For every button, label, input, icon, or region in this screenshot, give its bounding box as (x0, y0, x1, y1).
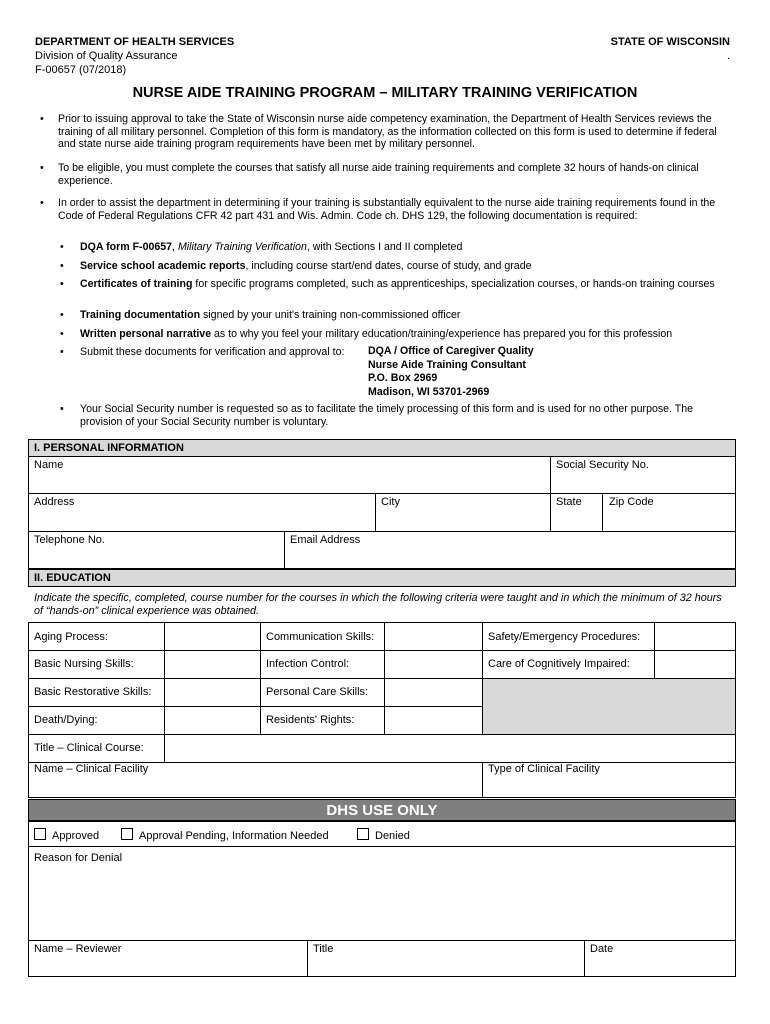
bullet-text: Written personal narrative as to why you feel your military education/training/experience has prepared you for this profession (80, 328, 673, 340)
state-dot: . (726, 50, 730, 62)
bullet-icon: • (60, 278, 64, 290)
list-item (40, 113, 730, 151)
checkbox-icon[interactable] (357, 828, 369, 840)
bullet-text: Submit these documents for verification and approval to: (80, 346, 345, 358)
bullet-text: Certificates of training for specific programs completed, such as apprenticeships, specialization courses, or hands-on training courses (80, 278, 715, 290)
list-item (60, 241, 730, 254)
clinical-facility-name-field[interactable]: Name – Clinical Facility (34, 763, 149, 775)
bullet-text: DQA form F-00657, Military Training Verification, with Sections I and II completed (80, 241, 463, 253)
death-dying-input[interactable] (166, 708, 258, 733)
restorative-skills-input[interactable] (166, 680, 258, 705)
checkbox-icon[interactable] (121, 828, 133, 840)
bullet-text: In order to assist the department in determining if your training is substantially equivalent to the nurse aide training requirements found in the Code of Federal Regulations CFR 42 part 431 and Wis. Admin. Code ch. DHS 129, the following documentation is required: (58, 197, 716, 222)
divider (550, 456, 551, 531)
personal-info-table (28, 456, 736, 569)
denied-label: Denied (375, 830, 410, 842)
divider (375, 493, 376, 531)
safety-procedures-label: Safety/Emergency Procedures: (488, 631, 641, 643)
bullet-icon: • (40, 162, 44, 174)
personal-care-input[interactable] (386, 680, 480, 705)
reviewer-title-field[interactable]: Title (313, 943, 334, 955)
address-line: DQA / Office of Caregiver Quality (368, 345, 534, 357)
address-line: Madison, WI 53701-2969 (368, 385, 490, 398)
aging-process-label: Aging Process: (34, 631, 108, 643)
bullet-icon: • (40, 197, 44, 209)
cognitively-impaired-label: Care of Cognitively Impaired: (488, 658, 630, 670)
divider (28, 846, 736, 847)
approval-pending-label: Approval Pending, Information Needed (139, 830, 329, 842)
form-number: F-00657 (07/2018) (35, 64, 127, 76)
divider (28, 940, 736, 941)
state-label (611, 35, 730, 63)
personal-care-label: Personal Care Skills: (266, 686, 369, 698)
divider (482, 762, 483, 798)
bullet-text: Prior to issuing approval to take the State of Wisconsin nurse aide competency examination, the Department of Health Services reviews the training of all military personnel. Completion of this form is mandatory, as the information collected on this form is used to determine if federal and state nurse aide training program requirements have been met by military personnel. (58, 113, 717, 150)
address-field[interactable]: Address (34, 496, 75, 508)
list-item (60, 328, 730, 341)
city-field[interactable]: City (381, 496, 400, 508)
bullet-icon: • (60, 260, 64, 272)
divider (164, 622, 165, 762)
reviewer-name-field[interactable]: Name – Reviewer (34, 943, 122, 955)
clinical-course-title-input[interactable] (166, 736, 734, 761)
list-item (60, 403, 730, 428)
section-education-heading: II. EDUCATION (28, 569, 736, 587)
state-field[interactable]: State (556, 496, 582, 508)
bullet-icon: • (60, 403, 64, 415)
communication-skills-input[interactable] (386, 624, 480, 649)
divider (28, 734, 736, 735)
divider (584, 940, 585, 977)
list-item (60, 309, 730, 322)
restorative-skills-label: Basic Restorative Skills: (34, 686, 152, 698)
divider (384, 622, 385, 734)
divider (28, 531, 736, 532)
communication-skills-label: Communication Skills: (266, 631, 375, 643)
death-dying-label: Death/Dying: (34, 714, 98, 726)
education-instructions: Indicate the specific, completed, course number for the courses in which the following criteria were taught and in which the minimum of 32 hours of “hands-on” clinical experience was obtained. (34, 592, 722, 617)
aging-process-input[interactable] (166, 624, 258, 649)
bullet-text: To be eligible, you must complete the courses that satisfy all nurse aide training requirements and complete 32 hours of hands-on clinical experience. (58, 162, 699, 187)
ssn-field[interactable]: Social Security No. (556, 459, 649, 471)
address-line: Nurse Aide Training Consultant (368, 358, 526, 371)
divider (260, 622, 261, 734)
infection-control-input[interactable] (386, 652, 480, 677)
list-item (60, 278, 730, 291)
divider (28, 493, 736, 494)
residents-rights-label: Residents' Rights: (266, 714, 355, 726)
form-header (35, 35, 234, 77)
division-name: Division of Quality Assurance (35, 50, 178, 62)
name-field[interactable]: Name (34, 459, 64, 471)
safety-procedures-input[interactable] (656, 624, 734, 649)
basic-nursing-label: Basic Nursing Skills: (34, 658, 134, 670)
section-personal-heading: I. PERSONAL INFORMATION (28, 439, 736, 457)
divider (482, 622, 483, 734)
divider (28, 706, 482, 707)
basic-nursing-input[interactable] (166, 652, 258, 677)
list-item (60, 260, 730, 273)
clinical-facility-type-field[interactable]: Type of Clinical Facility (488, 763, 600, 775)
page-title: NURSE AIDE TRAINING PROGRAM – MILITARY TRAINING VERIFICATION (132, 85, 638, 101)
email-field[interactable]: Email Address (290, 534, 361, 546)
bullet-icon: • (60, 346, 64, 358)
clinical-course-title-label: Title – Clinical Course: (34, 742, 144, 754)
approved-checkbox[interactable] (34, 828, 99, 842)
review-date-field[interactable]: Date (590, 943, 614, 955)
list-item (40, 197, 730, 222)
cognitively-impaired-input[interactable] (656, 652, 734, 677)
divider (602, 493, 603, 531)
department-name: DEPARTMENT OF HEALTH SERVICES (35, 36, 235, 48)
residents-rights-input[interactable] (386, 708, 480, 733)
reason-for-denial-field[interactable]: Reason for Denial (34, 852, 123, 864)
divider (307, 940, 308, 977)
bullet-text: Your Social Security number is requested so as to facilitate the timely processing of this form and is used for no other purpose. The provision of your Social Security number is voluntary. (80, 403, 693, 428)
approved-label: Approved (52, 830, 100, 842)
bullet-text: Service school academic reports, including course start/end dates, course of study, and grade (80, 260, 532, 272)
state-name: STATE OF WISCONSIN (610, 36, 730, 48)
infection-control-label: Infection Control: (266, 658, 350, 670)
bullet-icon: • (60, 328, 64, 340)
dhs-table (28, 821, 736, 977)
divider (654, 622, 655, 678)
checkbox-icon[interactable] (34, 828, 46, 840)
mailing-address (368, 345, 534, 399)
divider (284, 531, 285, 569)
bullet-text: Training documentation signed by your unit's training non-commissioned officer (80, 309, 461, 321)
denied-checkbox[interactable] (357, 828, 410, 842)
divider (28, 650, 736, 651)
address-line: P.O. Box 2969 (368, 372, 438, 384)
shaded-cell (482, 678, 735, 735)
telephone-field[interactable]: Telephone No. (34, 534, 105, 546)
list-item (40, 162, 730, 187)
divider (28, 678, 736, 679)
approval-pending-checkbox[interactable] (121, 828, 329, 842)
bullet-icon: • (60, 309, 64, 321)
bullet-icon: • (60, 241, 64, 253)
zip-field[interactable]: Zip Code (609, 496, 654, 508)
bullet-icon: • (40, 113, 44, 125)
dhs-use-only-heading: DHS USE ONLY (28, 799, 736, 821)
